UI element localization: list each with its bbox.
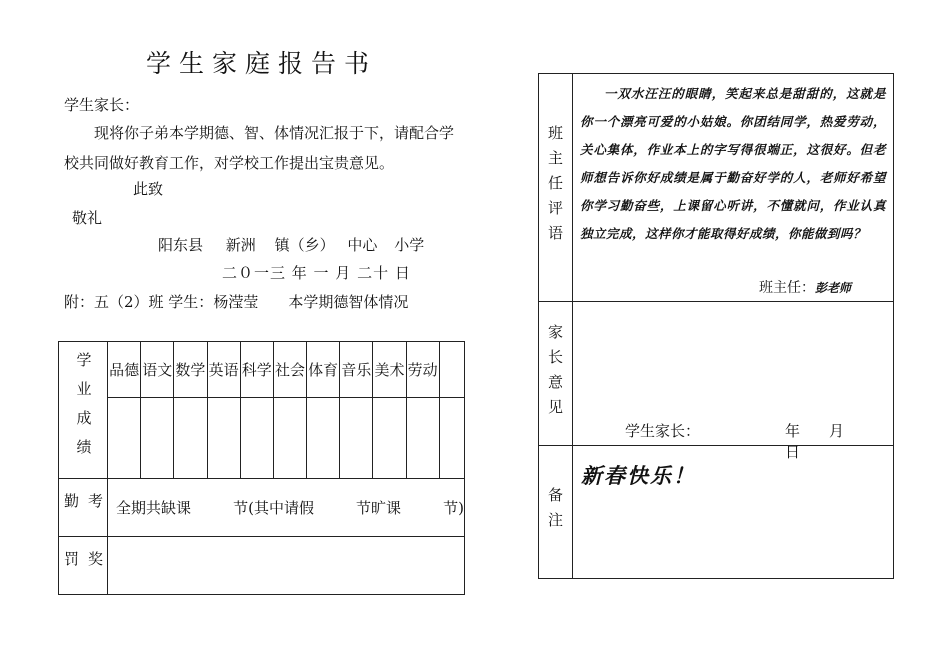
regards-text: 敬礼 [72, 209, 103, 227]
subject-cell: 品德 [108, 342, 141, 398]
score-cell[interactable] [174, 398, 207, 479]
score-cell[interactable] [340, 398, 373, 479]
day-label: 日 [785, 443, 801, 461]
score-cell[interactable] [406, 398, 439, 479]
subject-cell: 劳动 [406, 342, 439, 398]
remarks-label-cell [539, 446, 573, 578]
score-cell[interactable] [240, 398, 273, 479]
teacher-comment-label-cell [539, 74, 573, 301]
parent-opinion-row[interactable] [539, 302, 893, 461]
subject-cell: 美术 [373, 342, 406, 398]
attendance-part: 节) [443, 499, 464, 517]
appendix-prefix: 附：五（2）班 学生： [64, 293, 214, 311]
county-name: 阳东县 [158, 236, 204, 254]
school-center: 中心 [347, 236, 378, 254]
remarks-row[interactable] [539, 446, 893, 578]
appendix-line [64, 291, 408, 312]
subject-cell: 音乐 [340, 342, 373, 398]
town-name: 新洲 [225, 236, 256, 254]
teacher-comment-row [539, 74, 893, 301]
rewards-label: 奖罚 [59, 537, 108, 595]
teacher-signature: 班主任：彭老师 [759, 280, 852, 296]
salutation: 学生家长： [64, 96, 140, 114]
attendance-part: 全期共缺课 [116, 499, 192, 517]
school-level: 小学 [394, 236, 425, 254]
town-suffix: 镇（乡） [274, 236, 335, 254]
subject-cell: 数学 [174, 342, 207, 398]
remarks-label: 备注 [546, 487, 564, 537]
report-date: 二０一三 年 一 月 二十 日 [222, 264, 411, 282]
month-label: 月 [829, 422, 845, 440]
year-label: 年 [785, 422, 801, 440]
attendance-part: 节(其中请假 [233, 499, 314, 517]
comments-table [538, 73, 894, 579]
parent-signature-label: 学生家长： [625, 422, 701, 440]
score-cell[interactable] [273, 398, 306, 479]
student-name: 杨滢莹 [213, 293, 259, 311]
attendance-part: 节旷课 [356, 499, 402, 517]
score-cell[interactable] [439, 398, 464, 479]
attendance-label: 考勤 [59, 479, 108, 537]
closing-text: 此致 [133, 180, 164, 198]
score-cell[interactable] [108, 398, 141, 479]
subject-cell: 体育 [307, 342, 340, 398]
attendance-cell[interactable] [108, 479, 465, 537]
remarks-text: 新春快乐！ [581, 464, 696, 488]
body-paragraph: 现将你子弟本学期德、智、体情况汇报于下，请配合学校共同做好教育工作，对学校工作提出宝贵意见。 [64, 124, 455, 172]
grades-table [58, 341, 465, 595]
score-cell[interactable] [373, 398, 406, 479]
page-title: 学生家庭报告书 [146, 49, 378, 78]
score-cell[interactable] [307, 398, 340, 479]
subject-cell: 语文 [141, 342, 174, 398]
parent-opinion-label-cell [539, 302, 573, 445]
teacher-comment-label: 班主任评语 [546, 125, 564, 250]
subject-cell [439, 342, 464, 398]
teacher-name: 彭老师 [815, 281, 852, 295]
appendix-suffix: 本学期德智体情况 [288, 293, 409, 311]
rewards-cell[interactable] [108, 537, 465, 595]
teacher-comment-text: 一双水汪汪的眼睛，笑起来总是甜甜的，这就是你一个漂亮可爱的小姑娘。你团结同学，热爱劳动，关心集体，作业本上的字写得很端正，这很好。但老师想告诉你好成绩是属于勤奋好学的人，老师好希望你学习勤奋些，上课留心听讲，不懂就问，作业认真独立完成，这样你才能取得好成绩，你能做到吗？ [580, 86, 886, 241]
subject-cell: 社会 [273, 342, 306, 398]
subject-cell: 英语 [207, 342, 240, 398]
parent-opinion-label: 家长意见 [546, 323, 564, 424]
subject-cell: 科学 [240, 342, 273, 398]
school-line [158, 234, 424, 255]
academic-label: 学业成绩 [59, 342, 108, 479]
score-cell[interactable] [141, 398, 174, 479]
score-cell[interactable] [207, 398, 240, 479]
